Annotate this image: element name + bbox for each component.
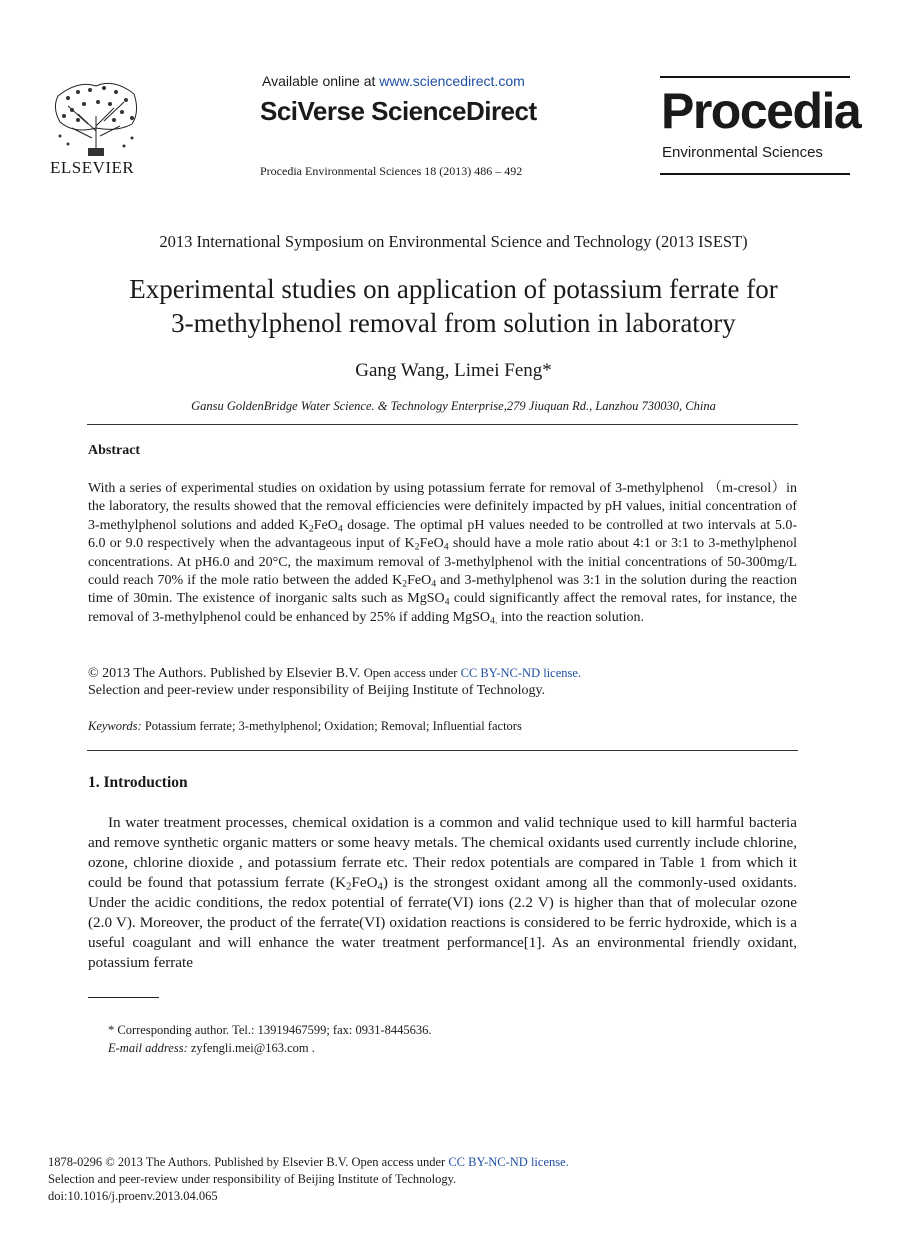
journal-logo-subtitle: Environmental Sciences [662, 144, 823, 161]
abstract-heading: Abstract [88, 443, 141, 458]
paper-title [60, 272, 847, 340]
imprint-line-2: Selection and peer-review under responsibility of Beijing Institute of Technology. [48, 1172, 457, 1186]
available-prefix: Available online at [262, 73, 380, 89]
bottom-imprint [48, 1154, 569, 1205]
abstract-part-3: should have a mole ratio about 4:1 or 3:1 to 3-methylphenol concentrations. At pH6.0 and 20°C, the maximum removal of 3-methylphenol with the initial concentrations of 50-300mg/L could reach 70% if the mole ratio between the added [88, 536, 797, 589]
available-online-line [262, 73, 525, 89]
abstract-part-5: could significantly affect the removal rates, for instance, the removal of 3-methylphenol could be enhanced by 25% if adding [88, 591, 797, 625]
elsevier-logo [48, 76, 144, 176]
abstract-part-2: dosage. The optimal pH values needed to be controlled at two intervals at 5.0-6.0 or 9.0 respectively when the advantageous input of [88, 517, 797, 552]
copyright-line-1: © 2013 The Authors. Published by Elsevier B.V. Open access under CC BY-NC-ND license. [88, 666, 582, 681]
paper-title-line-1: Experimental studies on application of potassium ferrate for [129, 274, 778, 304]
footnote-rule [88, 997, 159, 998]
license-link[interactable]: CC BY-NC-ND license. [460, 666, 582, 680]
platform-name: SciVerse ScienceDirect [260, 96, 537, 126]
bottom-license-link[interactable]: CC BY-NC-ND license. [448, 1155, 569, 1169]
chem-k2feo4: $K_2FeO_4$ [404, 536, 449, 553]
publisher-name: ELSEVIER [50, 158, 135, 177]
abstract-part-4: and 3-methylphenol was 3:1 in the solution during the reaction time of 30min. The existence of inorganic salts such as [88, 573, 798, 607]
chem-k2feo4: $K_2FeO_4$ [335, 874, 383, 893]
journal-logo-name: Procedia [661, 83, 861, 139]
abstract-part-6: into the reaction solution. [497, 609, 644, 625]
keywords [88, 719, 797, 734]
affiliation: Gansu GoldenBridge Water Science. & Technology Enterprise,279 Jiuquan Rd., Lanzhou 730030, China [191, 399, 716, 413]
section-heading-introduction: 1. Introduction [88, 774, 188, 791]
journal-citation: Procedia Environmental Sciences 18 (2013) 486 – 492 [260, 164, 523, 178]
email-address: zyfengli.mei@163.com . [187, 1041, 315, 1055]
conference-name: 2013 International Symposium on Environmental Science and Technology (2013 ISEST) [159, 232, 748, 251]
keywords-label: Keywords: [88, 719, 142, 733]
chem-k2feo4: $K_2FeO_4$ [298, 517, 343, 535]
imprint-line-1: 1878-0296 © 2013 The Authors. Published by Elsevier B.V. Open access under CC BY-NC-ND license. [48, 1155, 569, 1169]
abstract-top-rule [87, 424, 798, 425]
chem-mgso4: MgSO$_{4.}$ [452, 609, 498, 627]
chem-mgso4: MgSO$_4$ [407, 591, 450, 608]
paper-title-line-2: 3-methylphenol removal from solution in laboratory [171, 308, 736, 338]
intro-part-2: ) is the strongest oxidant among all the commonly-used oxidants. Under the acidic conditions, the redox potential of ferrate(VI) ions (2.2 V) is higher than that of molecular ozone (2.0 V). Moreover, the product of the ferrate(VI) oxidation reactions is considered to be ferric hydroxide, which is a useful coagulant and will enhance the water treatment performance[1]. As an environmental friendly oxidant, potassium ferrate [88, 874, 798, 971]
authors: Gang Wang, Limei Feng* [355, 360, 552, 381]
intro-part-1: In water treatment processes, chemical oxidation is a common and valid technique used to kill harmful bacteria and remove synthetic organic matters or some heavy metals. The chemical oxidants used currently include chlorine, ozone, chlorine dioxide , and potassium ferrate etc. Their redox potentials are compared in Table 1 from which it could be found that potassium ferrate ( [88, 814, 797, 891]
sciencedirect-link[interactable]: www.sciencedirect.com [379, 73, 525, 89]
copyright-line-2: Selection and peer-review under responsibility of Beijing Institute of Technology. [88, 683, 546, 698]
doi: doi:10.1016/j.proenv.2013.04.065 [48, 1189, 218, 1203]
email-line [108, 1039, 432, 1057]
corresponding-author: * Corresponding author. Tel.: 13919467599; fax: 0931-8445636. [108, 1023, 432, 1037]
email-label: E-mail address: [108, 1041, 188, 1055]
footnote [108, 1021, 432, 1057]
abstract-bottom-rule [87, 750, 798, 751]
chem-k2feo4: $K_2FeO_4$ [392, 573, 437, 590]
keywords-list: Potassium ferrate; 3-methylphenol; Oxidation; Removal; Influential factors [141, 719, 522, 733]
copyright-block [88, 665, 797, 699]
procedia-bottom-rule [660, 173, 850, 175]
abstract-part-1: With a series of experimental studies on oxidation by using potassium ferrate for removal of 3-methylphenol （m-cresol）in the laboratory, the results showed that the removal efficiencies were definitely impacted by pH values, initial concentration of 3-methylphenol solutions and added [88, 481, 797, 533]
procedia-top-rule [660, 76, 850, 78]
introduction-text [88, 813, 797, 973]
abstract-text [88, 480, 797, 627]
